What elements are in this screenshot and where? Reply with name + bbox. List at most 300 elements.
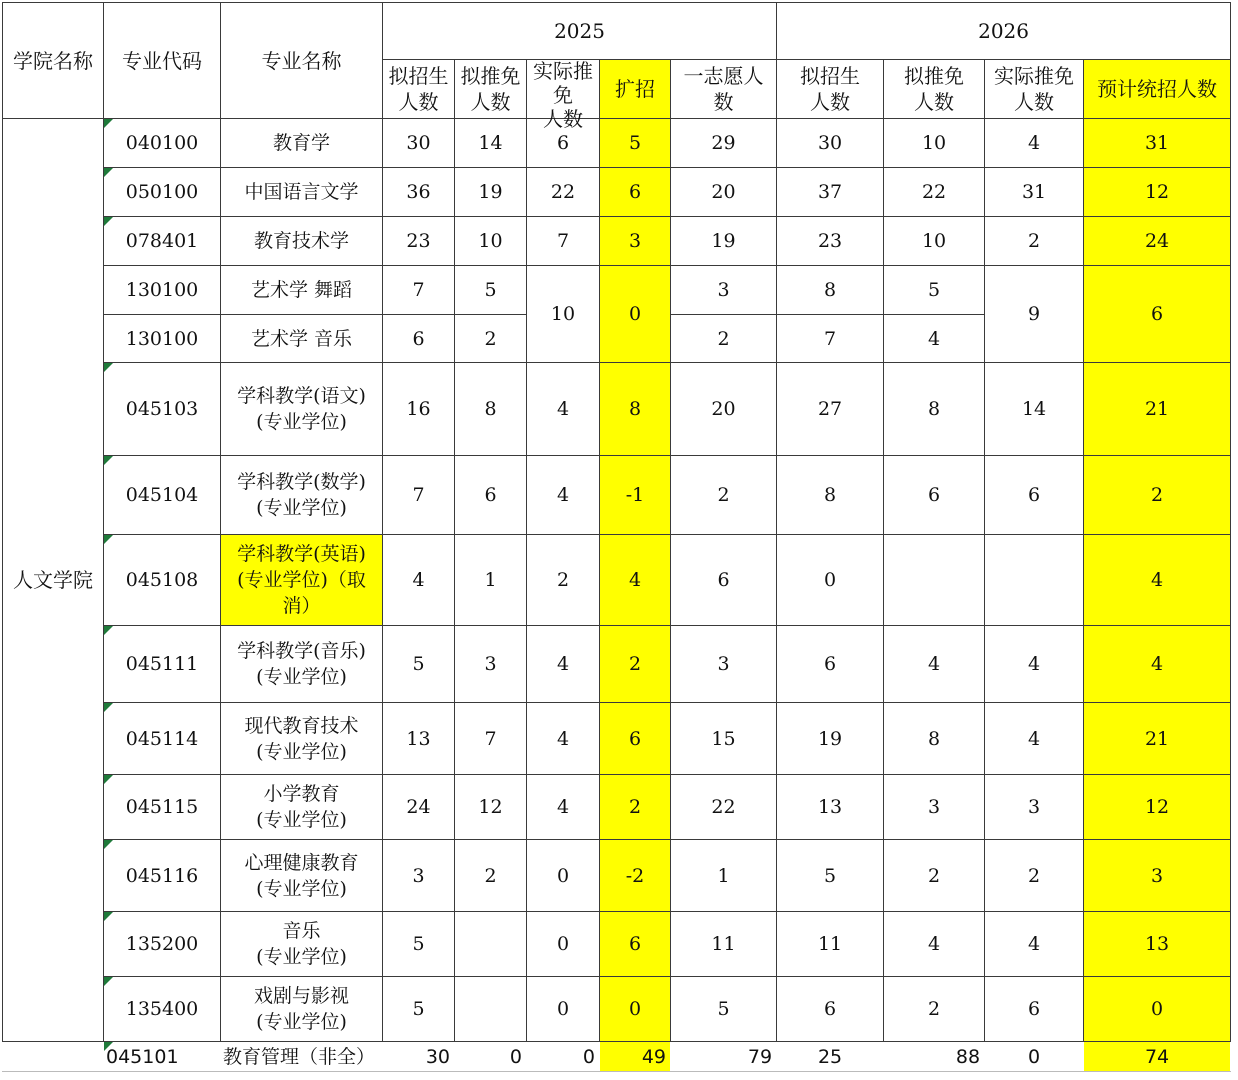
cell-text: 21	[1144, 398, 1170, 420]
cell-text: 5	[412, 653, 425, 675]
cell-rec26[interactable]	[884, 977, 985, 1042]
cell-rec26[interactable]	[884, 315, 985, 363]
cell-text: 4	[412, 569, 425, 591]
header-est-total[interactable]: 预计统招人数	[1084, 60, 1231, 119]
cell-act25[interactable]	[527, 840, 600, 912]
cell-text: 8	[824, 279, 837, 301]
cell-act26[interactable]	[985, 703, 1084, 775]
cell-rec25[interactable]	[455, 703, 527, 775]
footer-first[interactable]	[671, 1042, 777, 1072]
cell-rec26[interactable]	[884, 535, 985, 626]
cell-text: 16	[406, 398, 431, 420]
cell-text: 4	[1151, 653, 1164, 675]
major-name-cell[interactable]	[221, 168, 383, 217]
cell-expand[interactable]	[600, 363, 671, 456]
major-name-cell[interactable]	[221, 266, 383, 315]
cell-text: 37	[817, 181, 843, 203]
cell-act26[interactable]	[985, 775, 1084, 840]
cell-text: 22	[921, 181, 947, 203]
major-code-cell[interactable]	[104, 703, 221, 775]
cell-plan25[interactable]	[383, 315, 455, 363]
major-code-cell[interactable]	[104, 535, 221, 626]
cell-plan25[interactable]	[383, 119, 455, 168]
cell-plan25[interactable]	[383, 363, 455, 456]
cell-first[interactable]	[671, 168, 777, 217]
cell-text: 4	[628, 569, 642, 591]
cell-text: 12	[1144, 796, 1170, 818]
cell-act26[interactable]	[985, 217, 1084, 266]
cell-rec25[interactable]	[455, 315, 527, 363]
cell-plan25[interactable]	[383, 266, 455, 315]
footer-est[interactable]	[1084, 1042, 1231, 1072]
cell-text: 0	[824, 569, 837, 591]
cell-text: 29	[711, 132, 736, 154]
cell-text: (专业学位)	[256, 877, 347, 900]
cell-text: 3	[717, 653, 730, 675]
cell-text: 6	[1028, 484, 1041, 506]
cell-text: (专业学位)	[256, 946, 347, 968]
cell-marker-icon	[104, 775, 113, 784]
cell-text: 音乐	[282, 920, 321, 942]
cell-rec26[interactable]	[884, 363, 985, 456]
cell-expand[interactable]	[600, 912, 671, 977]
cell-rec26[interactable]	[884, 912, 985, 977]
cell-text: 050100	[125, 181, 199, 203]
major-name-cell[interactable]	[221, 703, 383, 775]
cell-marker-icon	[104, 168, 113, 177]
major-name-cell[interactable]	[221, 626, 383, 703]
cell-text: 6	[412, 327, 425, 350]
cell-text: 学科教学(语文)	[237, 385, 366, 407]
cell-text: 0	[556, 933, 570, 955]
cell-rec26[interactable]	[884, 217, 985, 266]
cell-expand[interactable]	[600, 703, 671, 775]
cell-text: 045111	[125, 653, 199, 675]
cell-text: 7	[412, 279, 425, 301]
cell-expand[interactable]	[600, 535, 671, 626]
footer-plan26[interactable]	[777, 1042, 884, 1072]
cell-act26[interactable]	[985, 840, 1084, 912]
cell-text: 14	[478, 132, 503, 154]
cell-act25[interactable]	[527, 626, 600, 703]
cell-text: 130100	[125, 327, 199, 350]
cell-marker-icon	[104, 626, 113, 635]
major-code-cell[interactable]	[104, 168, 221, 217]
cell-first[interactable]	[671, 456, 777, 535]
cell-est[interactable]	[1084, 977, 1231, 1042]
cell-text: (专业学位)	[256, 411, 347, 433]
header-actual-rec-2025[interactable]: 实际推 免 人数	[527, 60, 600, 119]
cell-text: 21	[1144, 727, 1170, 750]
cell-text: 4	[1028, 933, 1041, 955]
cell-plan25[interactable]	[383, 535, 455, 626]
cell-text: 8	[628, 398, 642, 420]
cell-text: 8	[824, 484, 837, 506]
cell-act26[interactable]	[985, 535, 1084, 626]
header-year-2025[interactable]: 2025	[383, 3, 777, 60]
cell-marker-icon	[104, 912, 113, 921]
cell-text: 7	[556, 230, 570, 252]
cell-act25[interactable]	[527, 703, 600, 775]
cell-est[interactable]	[1084, 217, 1231, 266]
cell-est[interactable]	[1084, 456, 1231, 535]
cell-text: 23	[406, 230, 431, 252]
cell-act26[interactable]	[985, 363, 1084, 456]
cell-plan26[interactable]	[777, 266, 884, 315]
cell-text: (专业学位)	[256, 740, 347, 763]
header-first-choice[interactable]: 一志愿人 数	[671, 60, 777, 119]
cell-plan25[interactable]	[383, 977, 455, 1042]
cell-act25[interactable]	[527, 977, 600, 1042]
major-code-cell[interactable]	[104, 456, 221, 535]
cell-est[interactable]	[1084, 168, 1231, 217]
cell-plan26[interactable]	[777, 168, 884, 217]
cell-text: (专业学位)	[256, 666, 347, 688]
cell-rec25[interactable]	[455, 119, 527, 168]
cell-est[interactable]	[1084, 840, 1231, 912]
cell-first[interactable]	[671, 119, 777, 168]
cell-text: 3	[1151, 864, 1164, 887]
cell-rec25[interactable]	[455, 363, 527, 456]
header-plan-2025[interactable]: 拟招生 人数	[383, 60, 455, 119]
cell-first[interactable]	[671, 840, 777, 912]
cell-act26[interactable]	[985, 977, 1084, 1042]
cell-plan26[interactable]	[777, 456, 884, 535]
cell-marker-icon	[104, 217, 113, 226]
footer-plan25[interactable]	[383, 1042, 455, 1072]
cell-act25[interactable]	[527, 119, 600, 168]
major-name-cell[interactable]	[221, 363, 383, 456]
header-code[interactable]: 专业代码	[104, 3, 221, 119]
table-row	[3, 626, 1231, 703]
cell-text: 4	[556, 796, 570, 818]
cell-text: 2	[484, 864, 497, 887]
cell-text: 1	[717, 864, 730, 887]
cell-text: 2	[928, 864, 941, 887]
cell-text: 25	[817, 1045, 843, 1068]
cell-first[interactable]	[671, 977, 777, 1042]
major-name-cell[interactable]	[221, 119, 383, 168]
major-code-cell[interactable]	[104, 266, 221, 315]
cell-text: 14	[1021, 398, 1047, 420]
table-row	[3, 535, 1231, 626]
cell-act25[interactable]	[527, 217, 600, 266]
major-name-cell[interactable]	[221, 840, 383, 912]
footer-expand[interactable]	[600, 1042, 671, 1072]
cell-rec26[interactable]	[884, 840, 985, 912]
cell-rec26[interactable]	[884, 703, 985, 775]
cell-act25[interactable]	[527, 168, 600, 217]
cell-marker-icon	[104, 1042, 113, 1051]
cell-rec26[interactable]	[884, 456, 985, 535]
cell-text: 0	[582, 1045, 595, 1068]
cell-text: 4	[1028, 727, 1041, 750]
cell-expand[interactable]	[600, 456, 671, 535]
cell-text: 艺术学 舞蹈	[250, 279, 353, 301]
cell-plan26[interactable]	[777, 912, 884, 977]
cell-text: 040100	[125, 132, 199, 154]
cell-text: 0	[628, 998, 642, 1020]
cell-rec26[interactable]	[884, 775, 985, 840]
cell-rec25[interactable]	[455, 456, 527, 535]
cell-plan26[interactable]	[777, 217, 884, 266]
cell-plan26[interactable]	[777, 703, 884, 775]
cell-text: 5	[717, 998, 730, 1020]
major-code-cell[interactable]	[104, 315, 221, 363]
cell-text: 24	[1144, 230, 1170, 252]
cell-est[interactable]	[1084, 626, 1231, 703]
cell-text: 6	[928, 484, 941, 506]
cell-plan25[interactable]	[383, 168, 455, 217]
cell-text: 31	[1144, 132, 1170, 154]
cell-rec25[interactable]	[455, 266, 527, 315]
cell-text: 0	[1028, 1045, 1041, 1068]
cell-text: 078401	[125, 230, 199, 252]
cell-text: 19	[478, 181, 503, 203]
cell-expand[interactable]	[600, 119, 671, 168]
major-name-cell[interactable]	[221, 775, 383, 840]
major-code-cell[interactable]	[104, 626, 221, 703]
major-code-cell[interactable]	[104, 912, 221, 977]
cell-est[interactable]	[1084, 703, 1231, 775]
cell-rec25[interactable]	[455, 535, 527, 626]
cell-first[interactable]	[671, 535, 777, 626]
cell-text: 5	[928, 279, 941, 301]
cell-text: 10	[550, 303, 576, 325]
footer-act25[interactable]	[527, 1042, 600, 1072]
cell-rec26[interactable]	[884, 266, 985, 315]
cell-act26[interactable]	[985, 626, 1084, 703]
cell-first[interactable]	[671, 912, 777, 977]
header-expand[interactable]: 扩招	[600, 60, 671, 119]
major-code-cell[interactable]	[104, 217, 221, 266]
cell-text: 6	[1028, 998, 1041, 1020]
cell-expand[interactable]	[600, 775, 671, 840]
cell-text: 30	[406, 132, 431, 154]
header-plan-2026[interactable]: 拟招生 人数	[777, 60, 884, 119]
cell-expand[interactable]	[600, 168, 671, 217]
table-row	[3, 119, 1231, 168]
footer-rec26[interactable]	[884, 1042, 985, 1072]
table-row	[3, 217, 1231, 266]
cell-plan26[interactable]	[777, 363, 884, 456]
cell-text: 045101	[106, 1045, 179, 1068]
cell-marker-icon	[104, 363, 113, 372]
cell-text: 6	[628, 181, 642, 203]
cell-rec25[interactable]	[455, 977, 527, 1042]
major-name-cell[interactable]	[221, 315, 383, 363]
cell-est[interactable]	[1084, 119, 1231, 168]
cell-text: 6	[628, 727, 642, 750]
footer-act26[interactable]	[985, 1042, 1084, 1072]
cell-expand[interactable]	[600, 840, 671, 912]
cell-text: 22	[550, 181, 576, 203]
cell-est[interactable]	[1084, 266, 1231, 363]
major-code-cell[interactable]	[104, 775, 221, 840]
cell-act25[interactable]	[527, 456, 600, 535]
cell-rec25[interactable]	[455, 217, 527, 266]
cell-text: 2	[556, 569, 570, 591]
cell-act26[interactable]	[985, 456, 1084, 535]
cell-first[interactable]	[671, 703, 777, 775]
cell-act26[interactable]	[985, 912, 1084, 977]
cell-text: (专业学位)（取	[237, 569, 366, 591]
cell-act25[interactable]	[527, 363, 600, 456]
cell-text: (专业学位)	[256, 809, 347, 831]
table-row	[3, 168, 1231, 217]
cell-text: 0	[556, 864, 570, 887]
cell-text: 3	[1028, 796, 1041, 818]
cell-text: 现代教育技术	[244, 714, 359, 737]
cell-first[interactable]	[671, 775, 777, 840]
cell-marker-icon	[104, 977, 113, 986]
cell-act26[interactable]	[985, 266, 1084, 363]
cell-plan25[interactable]	[383, 775, 455, 840]
cell-plan26[interactable]	[777, 626, 884, 703]
cell-text: 12	[1144, 181, 1170, 203]
cell-text: 3	[628, 230, 642, 252]
major-code-cell[interactable]	[104, 119, 221, 168]
cell-rec25[interactable]	[455, 168, 527, 217]
cell-text: 4	[1151, 569, 1164, 591]
cell-expand[interactable]	[600, 217, 671, 266]
cell-text: 49	[641, 1045, 666, 1068]
cell-text: 2	[628, 796, 642, 818]
cell-expand[interactable]	[600, 626, 671, 703]
cell-est[interactable]	[1084, 912, 1231, 977]
cell-text: 教育管理（非全）	[223, 1045, 376, 1068]
cell-text: 7	[412, 484, 425, 506]
cell-rec25[interactable]	[455, 840, 527, 912]
major-code-cell[interactable]	[104, 363, 221, 456]
cell-plan25[interactable]	[383, 456, 455, 535]
cell-text: 4	[1028, 132, 1041, 154]
cell-plan26[interactable]	[777, 535, 884, 626]
cell-text: -2	[625, 864, 645, 887]
header-rec-2025[interactable]: 拟推免 人数	[455, 60, 527, 119]
cell-act26[interactable]	[985, 168, 1084, 217]
cell-rec25[interactable]	[455, 775, 527, 840]
header-year-2026[interactable]: 2026	[777, 3, 1231, 60]
cell-act25[interactable]	[527, 775, 600, 840]
footer-name-cell[interactable]	[221, 1042, 383, 1072]
cell-text: 教育技术学	[253, 230, 349, 252]
cell-text: 5	[628, 132, 642, 154]
footer-code-cell[interactable]	[104, 1042, 221, 1072]
cell-text: 88	[955, 1045, 981, 1068]
major-code-cell[interactable]	[104, 977, 221, 1042]
cell-text: 045103	[125, 398, 199, 420]
cell-text: 6	[1151, 303, 1164, 325]
cell-plan25[interactable]	[383, 840, 455, 912]
cell-text: 10	[921, 230, 947, 252]
major-name-cell[interactable]	[221, 217, 383, 266]
cell-text: 2	[717, 484, 730, 506]
major-name-cell[interactable]	[221, 535, 383, 626]
cell-act25[interactable]	[527, 912, 600, 977]
table-row	[3, 977, 1231, 1042]
header-actual-rec-2026[interactable]: 实际推免 人数	[985, 60, 1084, 119]
cell-text: 13	[1144, 933, 1170, 955]
cell-text: 31	[1021, 181, 1047, 203]
cell-text: 3	[412, 864, 425, 887]
cell-plan26[interactable]	[777, 840, 884, 912]
cell-marker-icon	[104, 840, 113, 849]
cell-text: 11	[711, 933, 736, 955]
cell-first[interactable]	[671, 363, 777, 456]
cell-plan25[interactable]	[383, 703, 455, 775]
cell-first[interactable]	[671, 266, 777, 315]
college-name-cell[interactable]	[3, 119, 104, 1042]
table-row	[3, 840, 1231, 912]
cell-text: 消）	[282, 595, 321, 617]
cell-text: 4	[928, 653, 941, 675]
header-rec-2026[interactable]: 拟推免 人数	[884, 60, 985, 119]
cell-plan26[interactable]	[777, 315, 884, 363]
cell-text: 11	[817, 933, 843, 955]
cell-plan25[interactable]	[383, 626, 455, 703]
footer-rec25[interactable]	[455, 1042, 527, 1072]
cell-est[interactable]	[1084, 363, 1231, 456]
cell-rec26[interactable]	[884, 119, 985, 168]
cell-text: 8	[928, 727, 941, 750]
cell-est[interactable]	[1084, 775, 1231, 840]
cell-text: 045115	[125, 796, 199, 818]
cell-plan26[interactable]	[777, 775, 884, 840]
cell-est[interactable]	[1084, 535, 1231, 626]
cell-text: 3	[928, 796, 941, 818]
cell-text: 2	[1151, 484, 1164, 506]
cell-text: (专业学位)	[256, 1011, 347, 1033]
major-name-cell[interactable]	[221, 456, 383, 535]
cell-plan26[interactable]	[777, 977, 884, 1042]
header-name[interactable]: 专业名称	[221, 3, 383, 119]
cell-rec25[interactable]	[455, 626, 527, 703]
cell-expand[interactable]	[600, 977, 671, 1042]
cell-rec26[interactable]	[884, 626, 985, 703]
major-name-cell[interactable]	[221, 912, 383, 977]
footer-college-cell[interactable]	[3, 1042, 104, 1072]
cell-plan25[interactable]	[383, 217, 455, 266]
cell-first[interactable]	[671, 315, 777, 363]
cell-rec26[interactable]	[884, 168, 985, 217]
major-name-cell[interactable]	[221, 977, 383, 1042]
header-college[interactable]: 学院名称	[3, 3, 104, 119]
cell-marker-icon	[104, 703, 113, 712]
cell-text: 0	[628, 303, 642, 325]
cell-text: 22	[711, 796, 736, 818]
cell-act25[interactable]	[527, 535, 600, 626]
cell-act26[interactable]	[985, 119, 1084, 168]
cell-text: 5	[484, 279, 497, 301]
cell-text: (专业学位)	[256, 497, 347, 519]
cell-text: 15	[711, 727, 736, 750]
cell-plan25[interactable]	[383, 912, 455, 977]
cell-text: 5	[412, 933, 425, 955]
cell-expand[interactable]	[600, 266, 671, 363]
cell-first[interactable]	[671, 626, 777, 703]
cell-text: 2	[628, 653, 642, 675]
cell-text: 135200	[125, 933, 199, 955]
cell-rec25[interactable]	[455, 912, 527, 977]
cell-act25[interactable]	[527, 266, 600, 363]
cell-text: 5	[824, 864, 837, 887]
cell-text: 4	[556, 484, 570, 506]
cell-first[interactable]	[671, 217, 777, 266]
cell-text: 4	[556, 653, 570, 675]
major-code-cell[interactable]	[104, 840, 221, 912]
cell-plan26[interactable]	[777, 119, 884, 168]
